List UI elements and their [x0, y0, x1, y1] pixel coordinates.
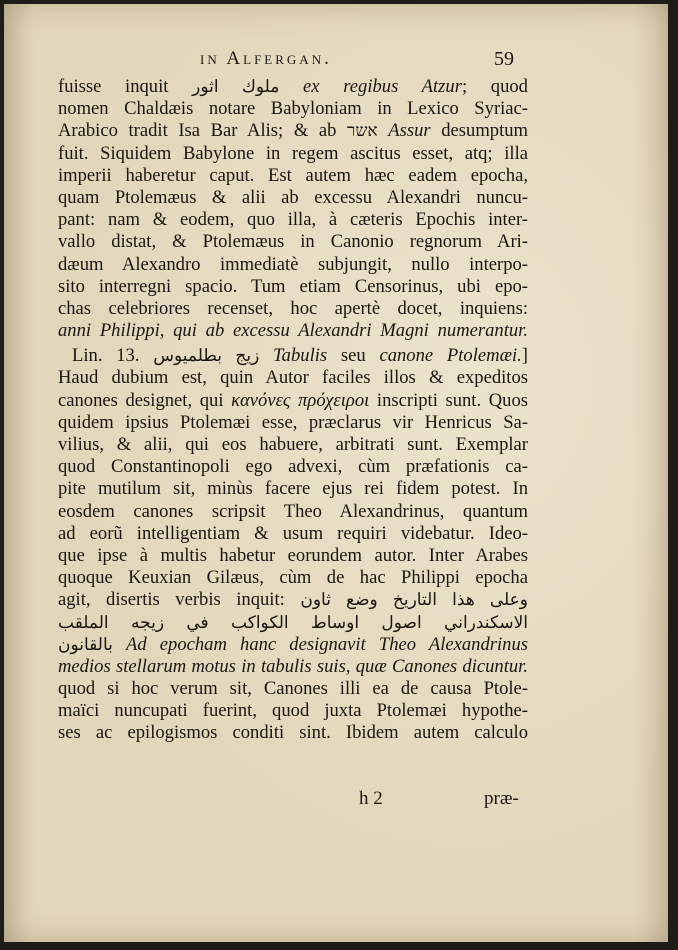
text-segment: agit, disertis verbis inquit: — [58, 589, 301, 611]
text-line — [58, 143, 528, 165]
text-segment: canones designet, qui — [58, 389, 232, 411]
text-line — [58, 589, 528, 611]
foreign-script-text: ملوك اثور — [192, 77, 280, 96]
text-segment: Arabico tradit Isa Bar Alis; & ab — [58, 120, 348, 142]
text-line — [58, 345, 528, 367]
text-segment: que ipse à multis habetur eorundem autor. Inter Arabes — [58, 544, 528, 566]
text-segment: imperii haberetur caput. Est autem hæc eadem epocha, — [58, 164, 528, 186]
text-line — [58, 276, 528, 298]
text-line — [58, 120, 528, 142]
text-segment: seu — [327, 345, 380, 367]
text-line — [58, 298, 528, 320]
text-segment: ] — [521, 345, 528, 367]
text-line — [58, 700, 528, 722]
text-line — [58, 634, 528, 656]
text-segment: fuisse inquit — [58, 76, 193, 97]
page-number: 59 — [494, 48, 514, 70]
text-line — [58, 567, 528, 589]
text-segment: pite mutilum sit, minùs facere ejus rei fidem potest. In — [58, 478, 528, 500]
text-segment: quam Ptolemæus & alii ab excessu Alexandri nuncu- — [58, 186, 528, 208]
text-segment: ses ac epilogismos conditi sint. Ibidem autem calculo — [58, 722, 528, 744]
text-line — [58, 656, 528, 678]
text-line — [58, 390, 528, 412]
signature-mark: h 2 — [359, 788, 383, 809]
foreign-script-text: بالقانون — [58, 634, 113, 654]
text-line — [58, 678, 528, 700]
text-line — [58, 412, 528, 434]
text-segment: nomen Chaldæis notare Babyloniam in Lexico Syriac- — [58, 98, 528, 120]
text-segment: quidem ipsius Ptolemæi esse, præclarus vir Henricus Sa- — [58, 411, 528, 433]
body-text — [58, 76, 528, 745]
text-line — [58, 612, 528, 634]
text-line — [58, 76, 528, 98]
text-line — [58, 523, 528, 545]
page-header — [4, 48, 668, 78]
text-line — [58, 722, 528, 744]
italic-text: ex regibus Atzur — [279, 76, 462, 97]
italic-text: κανόνες πρόχειροι — [231, 389, 370, 411]
text-segment: pant: nam & eodem, quo illa, à cæteris Epochis inter- — [58, 209, 528, 231]
italic-text: Tabulis — [259, 345, 328, 367]
text-line — [58, 209, 528, 231]
book-page — [4, 4, 668, 942]
text-segment: inscripti sunt. Quos — [369, 389, 528, 411]
italic-text: Ad epocham hanc designavit Theo Alexandrinus — [112, 633, 528, 655]
text-segment: desumptum — [430, 120, 528, 142]
text-segment: quod Constantinopoli ego advexi, cùm præfationis ca- — [58, 456, 528, 478]
text-line — [58, 98, 528, 120]
text-segment: ; quod — [461, 76, 528, 97]
text-line — [58, 478, 528, 500]
text-segment: eosdem canones scripsit Theo Alexandrinus, quantum — [58, 500, 528, 522]
text-line — [58, 545, 528, 567]
text-line — [58, 501, 528, 523]
text-segment: Lin. 13. — [72, 345, 154, 367]
italic-text: medios stellarum motus in tabulis suis, quæ Canones dicuntur. — [58, 655, 528, 677]
text-line — [58, 456, 528, 478]
text-line — [58, 367, 528, 389]
text-segment: chas celebriores recenset, hoc apertè docet, inquiens: — [58, 297, 528, 319]
text-segment: vilius, & alii, qui eos habuere, arbitrati sunt. Exemplar — [58, 434, 528, 455]
text-line — [58, 434, 528, 456]
italic-text: Assur — [377, 120, 431, 142]
running-head: in Alfergan. — [200, 48, 332, 69]
text-segment: vallo distat, & Ptolemæus in Canonio regnorum Ari- — [58, 231, 528, 253]
italic-text: canone Ptolemæi. — [379, 345, 522, 367]
italic-text: anni Philippi, qui ab excessu Alexandri Magni numerantur. — [58, 320, 528, 342]
text-segment: ad eorũ intelligentiam & usum requiri videbatur. Ideo- — [58, 522, 528, 544]
page-footer — [4, 788, 668, 818]
foreign-script-text: زيج بطلميوس — [153, 346, 260, 366]
text-line — [58, 187, 528, 209]
text-segment: fuit. Siquidem Babylone in regem ascitus esset, atq; illa — [58, 142, 528, 164]
text-segment: quod si hoc verum sit, Canones illi ea de causa Ptole- — [58, 678, 528, 700]
foreign-script-text: وعلى هذا التاريخ وضع ثاون — [300, 590, 528, 610]
text-segment: maïci nuncupati fuerint, quod juxta Ptolemæi hypothe- — [58, 700, 528, 722]
text-line — [58, 320, 528, 342]
text-segment: sito interregni spacio. Tum etiam Censorinus, ubi epo- — [58, 275, 528, 297]
text-line — [58, 165, 528, 187]
foreign-script-text: الاسكندراني اصول اوساط الكواكب في زيجه الملقب — [58, 612, 528, 632]
text-segment: quoque Keuxian Gilæus, cùm de hac Philippi epocha — [58, 567, 528, 589]
text-line — [58, 254, 528, 276]
text-line — [58, 231, 528, 253]
text-segment: dæum Alexandro immediatè subjungit, nullo interpo- — [58, 253, 528, 275]
foreign-script-text: אשר — [347, 121, 378, 141]
text-segment: Haud dubium est, quin Autor faciles illos & expeditos — [58, 367, 528, 389]
catchword: præ- — [484, 788, 519, 809]
